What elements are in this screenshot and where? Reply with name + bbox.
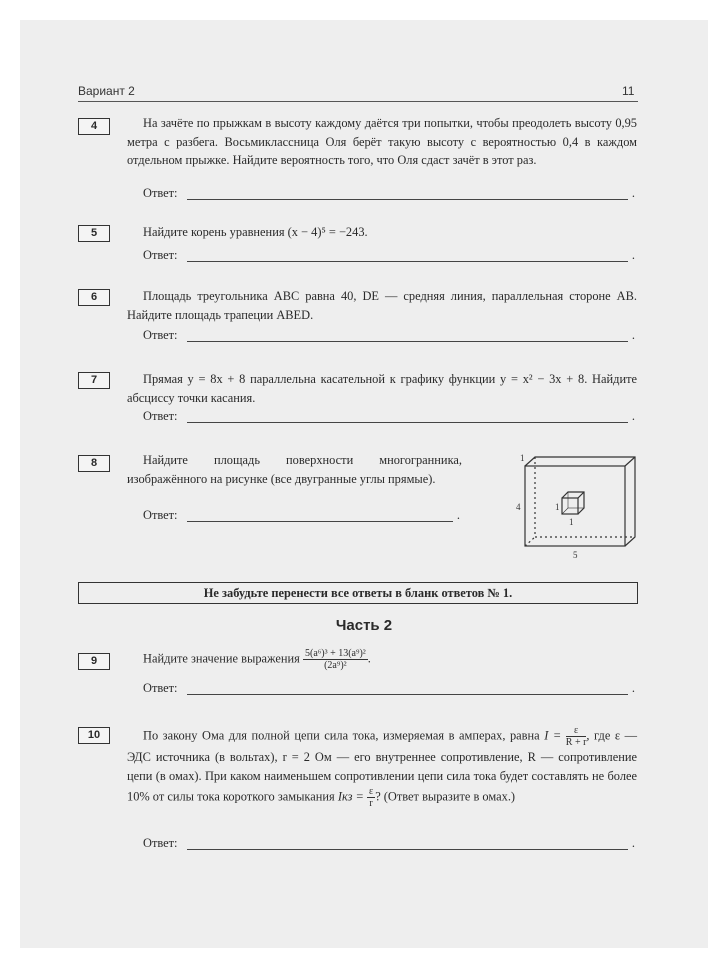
task-text [127, 114, 637, 170]
answer-field[interactable]: Ответ: . [143, 681, 635, 695]
task-number: 9 [78, 653, 110, 670]
answer-field[interactable]: Ответ: . [143, 508, 460, 522]
fraction-numerator: ε [368, 786, 374, 797]
task-number: 8 [78, 455, 110, 472]
answer-label: Ответ: [143, 186, 178, 200]
answer-field[interactable]: Ответ: . [143, 328, 635, 342]
label-cube-height: 1 [555, 502, 560, 512]
answer-label: Ответ: [143, 328, 178, 342]
fraction-denominator: R + r [565, 737, 587, 748]
fraction-denominator: (2a⁹)² [324, 660, 347, 671]
answer-field[interactable]: Ответ: . [143, 836, 635, 850]
task-text [127, 725, 637, 809]
variant-label: Вариант 2 [78, 84, 135, 98]
page-number: 11 [622, 84, 635, 98]
label-cube-width: 1 [569, 517, 574, 527]
answer-field[interactable]: Ответ: . [143, 248, 635, 262]
answer-line[interactable] [187, 261, 628, 262]
task-10-text-b: , где ε — ЭДС источника (в вольтах), r = 2 Ом — его внутреннее сопротивление, R — сопротивление цепи (в омах). При каком наименьшем сопротивлении цепи сила тока будет составлять не более 10% от силы тока короткого замыкания [127, 728, 637, 804]
task-number: 7 [78, 372, 110, 389]
task-10-text-c: ? (Ответ выразите в омах.) [375, 789, 516, 804]
answer-field[interactable]: Ответ: . [143, 409, 635, 423]
task-text [127, 370, 637, 407]
answer-label: Ответ: [143, 409, 178, 423]
answer-line[interactable] [187, 849, 628, 850]
header-rule [78, 101, 638, 102]
task-text [127, 287, 637, 324]
task-number: 6 [78, 289, 110, 306]
fraction-numerator: ε [566, 725, 587, 737]
answer-label: Ответ: [143, 836, 178, 850]
answer-line[interactable] [187, 341, 628, 342]
task-number: 4 [78, 118, 110, 135]
answer-line[interactable] [187, 422, 628, 423]
answer-label: Ответ: [143, 508, 178, 522]
task-9-text: Найдите значение выражения [143, 651, 300, 666]
task-7-text: Прямая y = 8x + 8 параллельна касательной к графику функции y = x² − 3x + 8. Найдите абсциссу точки касания. [127, 372, 637, 405]
answer-label: Ответ: [143, 248, 178, 262]
part-title: Часть 2 [335, 617, 393, 634]
expression-fraction [303, 648, 368, 671]
formula-fraction [566, 725, 587, 748]
label-width: 5 [573, 550, 578, 560]
task-number: 5 [78, 225, 110, 242]
fraction-denominator: r [369, 798, 373, 809]
label-depth: 1 [520, 453, 525, 463]
answer-line[interactable] [187, 199, 628, 200]
task-5-text: Найдите корень уравнения (x − 4)⁵ = −243. [143, 225, 368, 239]
answer-line[interactable] [187, 521, 453, 522]
task-10-text-a: По закону Ома для полной цепи сила тока, измеряемая в амперах, равна [143, 728, 540, 743]
formula-current: I = [544, 728, 562, 743]
task-4-text: На зачёте по прыжкам в высоту каждому даётся три попытки, чтобы преодолеть высоту 0,95 метра с разбега. Восьмиклассница Оля берёт такую высоту с вероятностью 0,4 в каждом отдельном прыжке. Найдите вероятность того, что Оля сдаст зачёт в этот раз. [127, 116, 637, 167]
formula-kz-fraction [367, 786, 375, 809]
task-text: Найдите значение выражения $\frac{\text{5(a⁶)³ + 13(a⁹)²}}{\text{(2a⁹)²}}$ . [143, 648, 371, 671]
formula-short-circuit: Iкз = [337, 789, 364, 804]
answer-field[interactable]: Ответ: . [143, 186, 635, 200]
polyhedron-figure [510, 448, 645, 560]
answer-line[interactable] [187, 694, 628, 695]
task-number: 10 [78, 727, 110, 744]
task-text [127, 223, 637, 242]
label-height: 4 [516, 502, 521, 512]
reminder-banner: Не забудьте перенести все ответы в бланк ответов № 1. [78, 582, 638, 604]
task-text [127, 451, 462, 488]
task-6-text: Площадь треугольника ABC равна 40, DE — средняя линия, параллельная стороне AB. Найдите площадь трапеции ABED. [127, 289, 637, 322]
answer-label: Ответ: [143, 681, 178, 695]
fraction-numerator: 5(a⁶)³ + 13(a⁹)² [304, 648, 366, 659]
task-8-text: Найдите площадь поверхности многогранника, изображённого на рисунке (все двугранные углы прямые). [127, 453, 462, 486]
